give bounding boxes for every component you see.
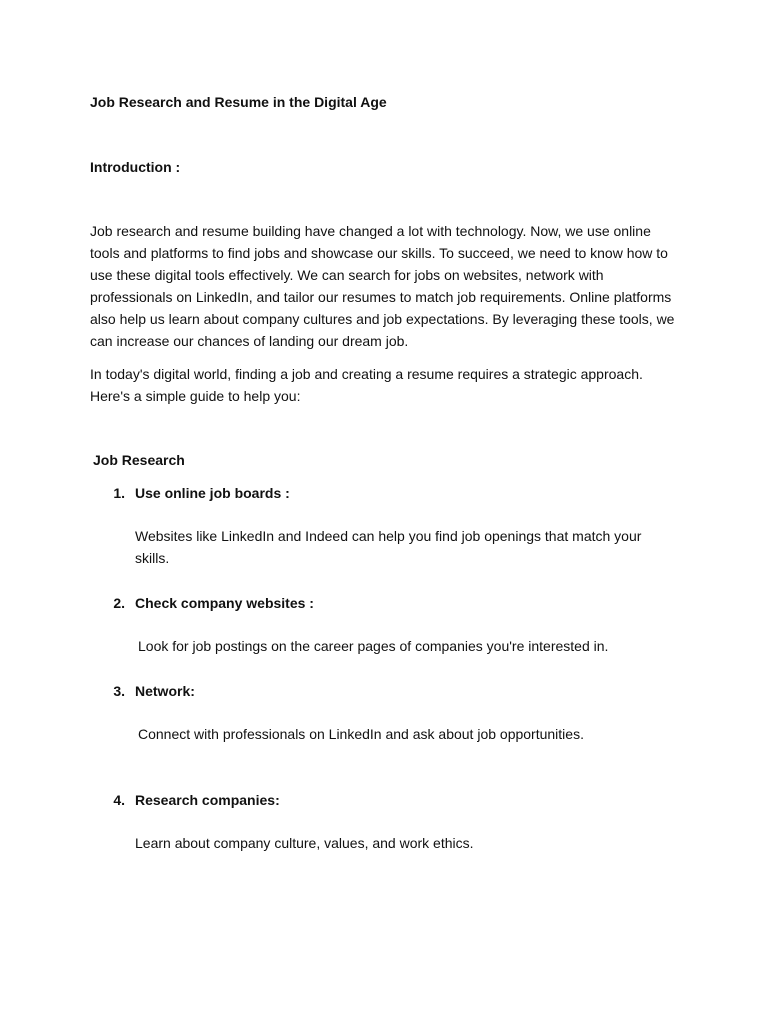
section-heading-job-research: Job Research xyxy=(93,452,185,468)
document-title: Job Research and Resume in the Digital Age xyxy=(90,94,387,110)
list-item-title: Network: xyxy=(135,683,195,699)
intro-heading: Introduction : xyxy=(90,159,181,175)
list-item-title: Check company websites : xyxy=(135,595,314,611)
list-item-description: Look for job postings on the career pages of companies you're interested in. xyxy=(138,638,609,654)
guide-paragraph: In today's digital world, finding a job and creating a resume requires a strategic approach. Here's a simple guide to help you: xyxy=(90,366,643,404)
list-item-number: 4. xyxy=(113,792,125,808)
list-item-title: Research companies: xyxy=(135,792,280,808)
list-item-number: 3. xyxy=(113,683,125,699)
list-item-description: Learn about company culture, values, and work ethics. xyxy=(135,835,474,851)
list-item-description: Websites like LinkedIn and Indeed can help you find job openings that match your skills. xyxy=(135,528,642,566)
list-item-description: Connect with professionals on LinkedIn and ask about job opportunities. xyxy=(138,726,584,742)
intro-paragraph: Job research and resume building have changed a lot with technology. Now, we use online tools and platforms to find jobs and showcase our skills. To succeed, we need to know how to use these digital tools effectively. We can search for jobs on websites, network with professionals on LinkedIn, and tailor our resumes to match job requirements. Online platforms also help us learn about company cultures and job expectations. By leveraging these tools, we can increase our chances of landing our dream job. xyxy=(90,223,675,349)
list-item-title: Use online job boards : xyxy=(135,485,290,501)
list-item-number: 1. xyxy=(113,485,125,501)
list-item-number: 2. xyxy=(113,595,125,611)
